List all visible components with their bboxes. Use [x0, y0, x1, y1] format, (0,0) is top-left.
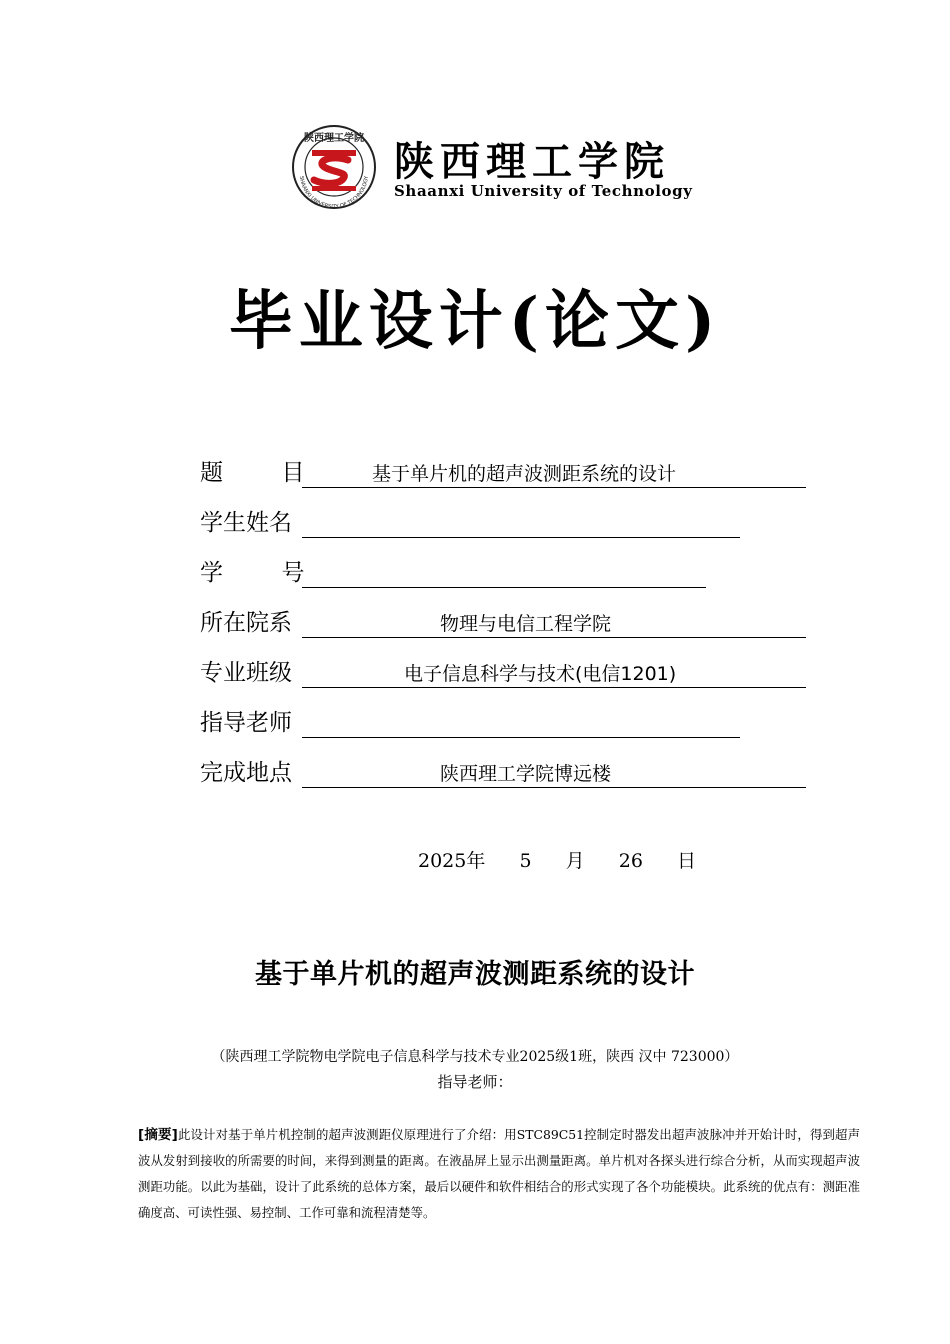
- field-topic-value: 基于单片机的超声波测距系统的设计: [372, 463, 677, 485]
- field-student-name-label: 学生姓名: [200, 510, 292, 536]
- field-advisor-underline: [302, 737, 740, 738]
- seal-top-text: 陕西理工学院: [304, 133, 364, 144]
- field-topic-label: 题 目: [200, 460, 305, 486]
- field-topic-underline: [302, 487, 806, 488]
- date-year-unit: 年: [466, 850, 486, 872]
- author-affiliation: （陕西理工学院物电学院电子信息科学与技术专业2025级1班，陕西 汉中 723000）: [211, 1049, 739, 1065]
- abstract-label: [摘要]: [138, 1127, 178, 1143]
- field-major-class-label: 专业班级: [200, 660, 292, 686]
- field-major-class-underline: [302, 687, 806, 688]
- document-title: 毕业设计(论文): [228, 284, 722, 359]
- field-location-value: 陕西理工学院博远楼: [440, 763, 612, 785]
- date-year: 2025: [418, 850, 467, 872]
- abstract: [138, 1122, 860, 1226]
- university-logo: [290, 124, 710, 210]
- advisor-line: 指导老师：: [437, 1073, 513, 1091]
- university-name-chinese: 陕西理工学院: [394, 138, 670, 185]
- completion-date: [418, 846, 696, 873]
- field-advisor-label: 指导老师: [200, 710, 292, 736]
- field-department-label: 所在院系: [200, 610, 292, 636]
- date-month: 5: [519, 850, 532, 872]
- university-name-english: Shaanxi University of Technology: [394, 182, 693, 200]
- field-department-underline: [302, 637, 806, 638]
- date-day-unit: 日: [677, 850, 697, 872]
- field-major-class-value: 电子信息科学与技术(电信1201): [404, 663, 677, 685]
- date-day: 26: [618, 850, 643, 872]
- abstract-text: 此设计对基于单片机控制的超声波测距仪原理进行了介绍：用STC89C51控制定时器发出超声波脉冲并开始计时，得到超声波从发射到接收的所需要的时间，来得到测量的距离。在液晶屏上显示出测量距离。单片机对各探头进行综合分析，从而实现超声波测距功能。以此为基础，设计了此系统的总体方案，最后以硬件和软件相结合的形式实现了各个功能模块。此系统的优点有：测距准确度高、可读性强、易控制、工作可靠和流程清楚等。: [138, 1127, 860, 1220]
- field-student-name-underline: [302, 537, 740, 538]
- field-location-label: 完成地点: [200, 760, 292, 786]
- seal-ring-text: SHAANXI UNIVERSITY OF TECHNOLOGY: [298, 175, 370, 210]
- paper-title: 基于单片机的超声波测距系统的设计: [255, 959, 695, 990]
- field-location-underline: [302, 787, 806, 788]
- field-student-id-label: 学 号: [200, 560, 305, 586]
- date-month-unit: 月: [565, 850, 585, 872]
- field-department-value: 物理与电信工程学院: [440, 613, 612, 635]
- field-student-id-underline: [302, 587, 706, 588]
- university-seal-icon: [290, 124, 378, 210]
